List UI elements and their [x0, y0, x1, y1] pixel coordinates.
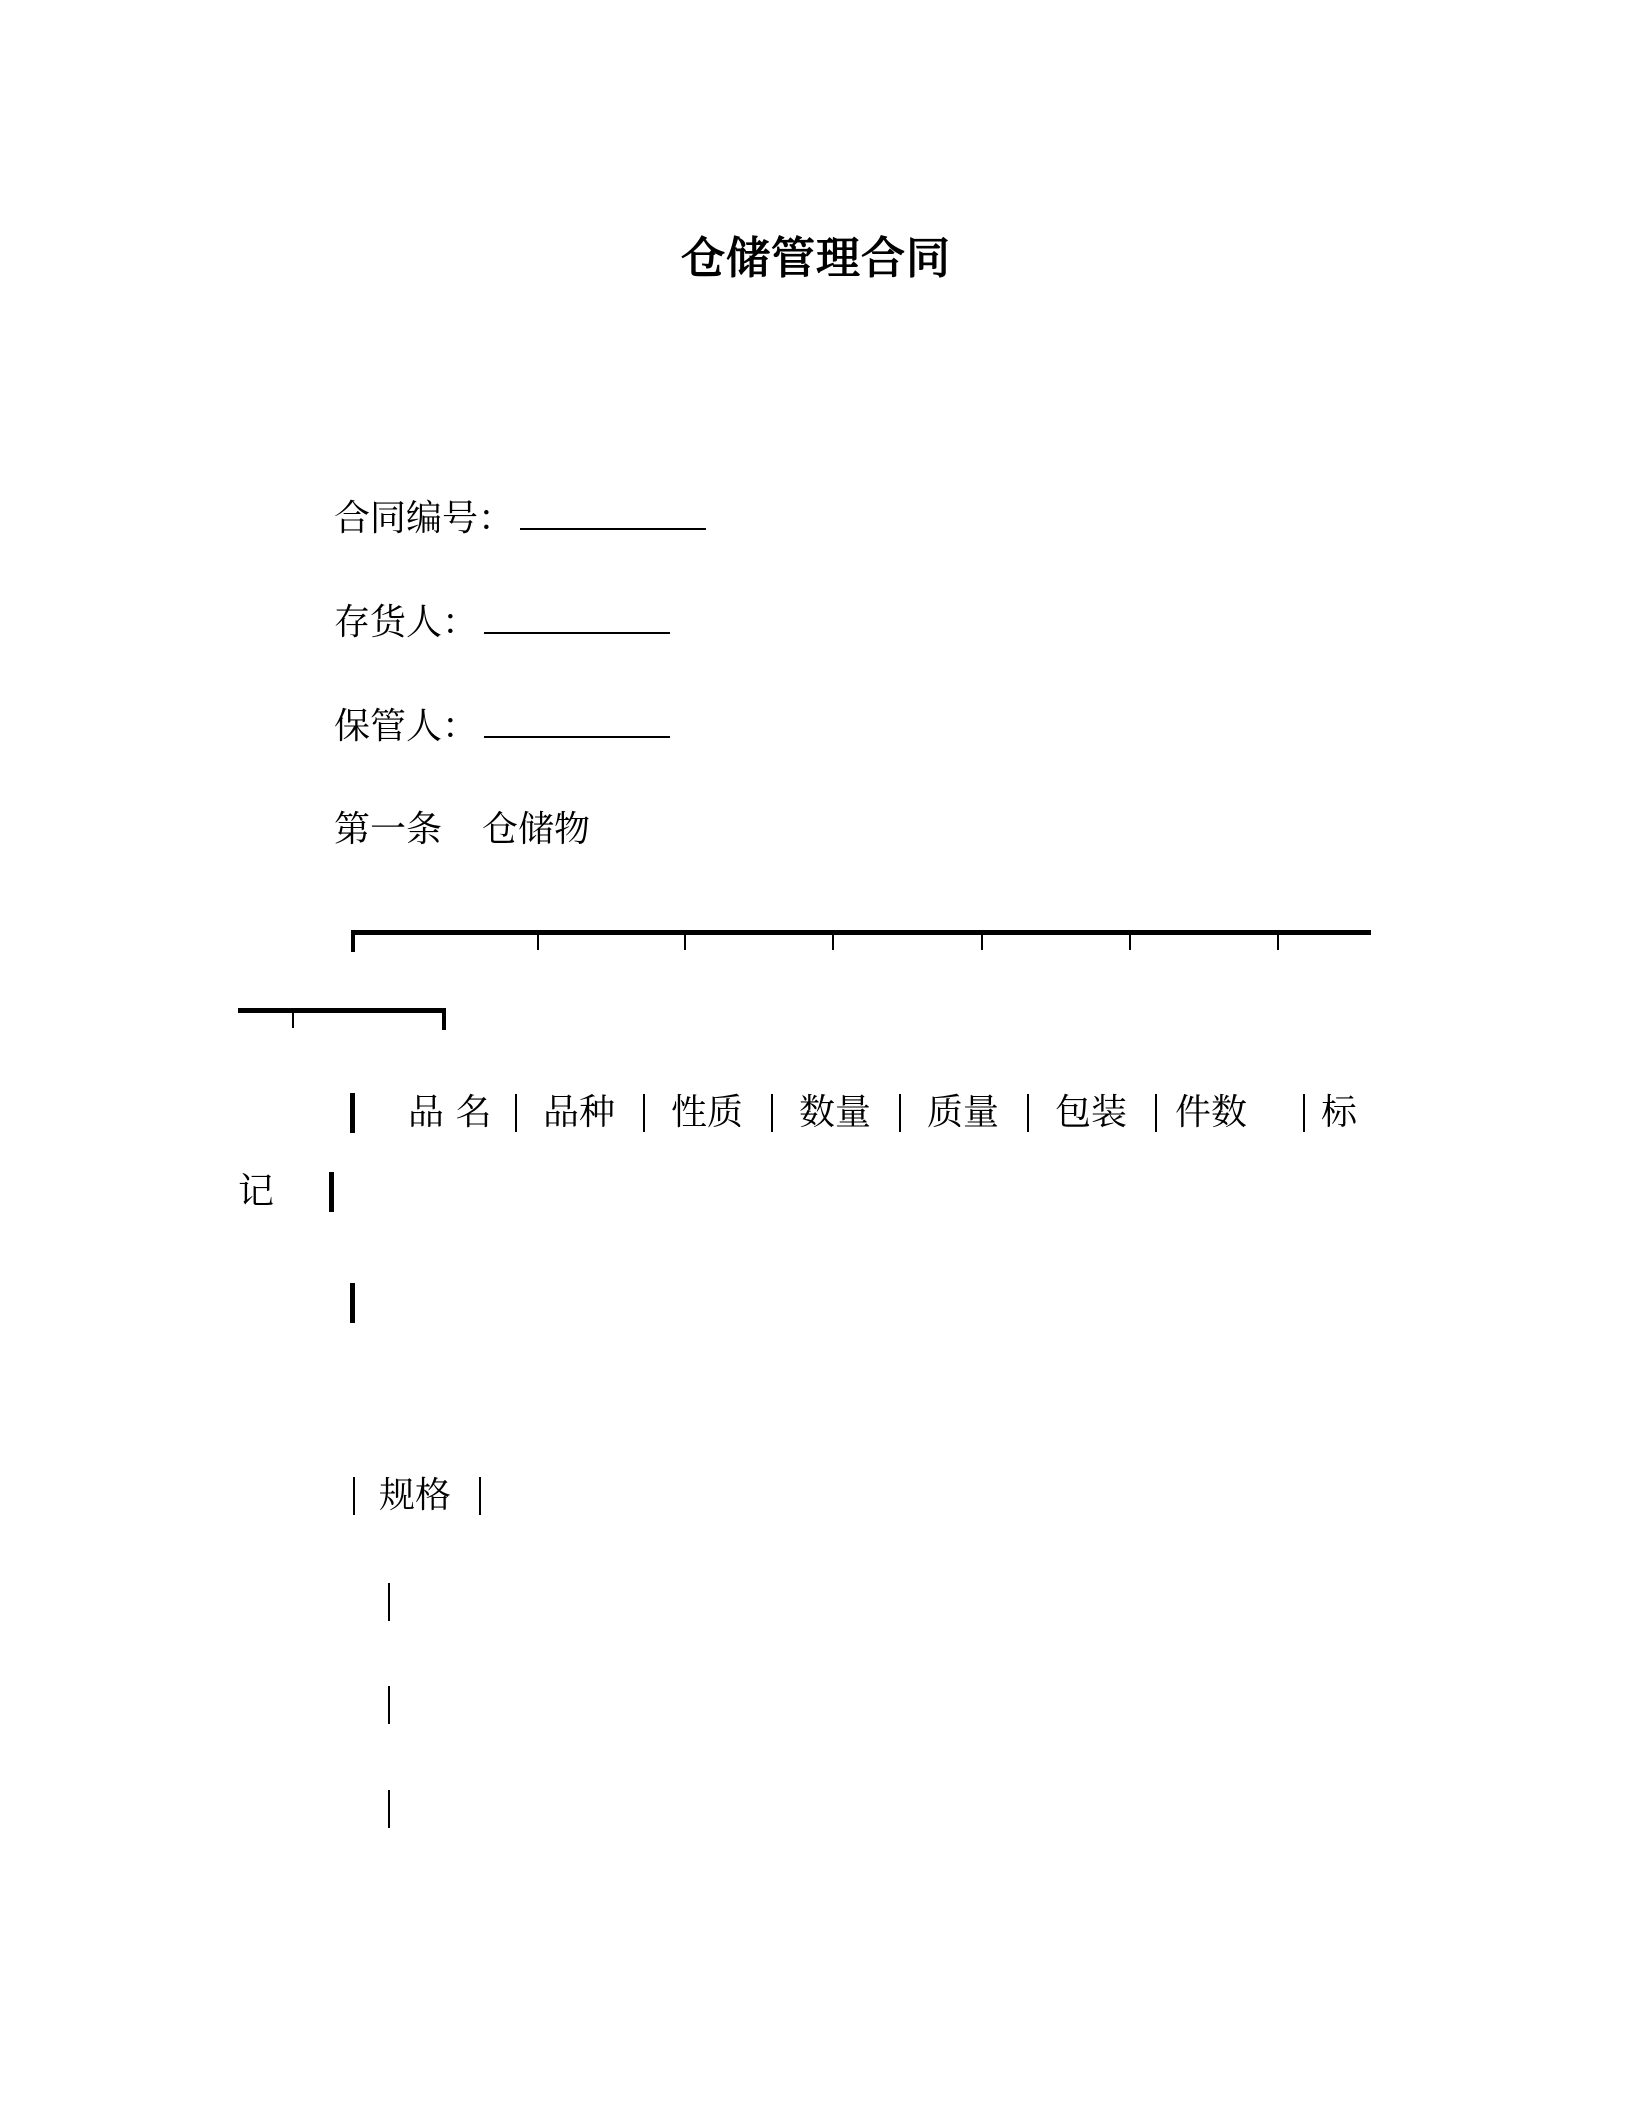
table-left-border — [350, 1093, 355, 1133]
contract-number-blank[interactable] — [520, 498, 706, 530]
column-divider — [771, 1094, 773, 1132]
article-heading — [334, 808, 590, 852]
depositor-label: 存货人： — [334, 602, 479, 643]
table-row-border — [329, 1172, 334, 1212]
header-cell-mark-part1: 标 — [1321, 1092, 1358, 1133]
column-divider — [1303, 1094, 1305, 1132]
table-row-divider — [388, 1686, 390, 1724]
header-cell-mark-part2: 记 — [238, 1171, 275, 1212]
table-second-tick — [292, 1008, 294, 1028]
spec-label: 规格 — [379, 1475, 452, 1516]
table-second-rule — [238, 1008, 446, 1013]
table-second-tick — [442, 1008, 446, 1030]
custodian-label: 保管人： — [334, 706, 479, 747]
column-divider — [515, 1094, 517, 1132]
table-top-tick — [1129, 930, 1131, 950]
header-cell-name: 品 名 — [408, 1092, 492, 1133]
table-left-border — [350, 1283, 355, 1323]
depositor-blank[interactable] — [484, 602, 670, 634]
contract-number-label: 合同编号： — [334, 498, 515, 539]
article-title: 仓储物 — [482, 809, 591, 850]
article-number: 第一条 — [334, 809, 443, 850]
column-divider — [1155, 1094, 1157, 1132]
table-top-tick — [351, 930, 355, 952]
table-top-tick — [832, 930, 834, 950]
header-cell-nature: 性质 — [671, 1092, 744, 1133]
column-divider — [1027, 1094, 1029, 1132]
column-divider — [353, 1477, 355, 1515]
table-top-rule — [351, 930, 1371, 935]
header-cell-quantity: 数量 — [799, 1092, 872, 1133]
custodian-blank[interactable] — [484, 706, 670, 738]
depositor-field — [334, 601, 670, 645]
page-title: 仓储管理合同 — [681, 233, 951, 284]
table-row-divider — [388, 1583, 390, 1621]
table-top-tick — [537, 930, 539, 950]
table-top-tick — [981, 930, 983, 950]
header-cell-packaging: 包装 — [1055, 1092, 1128, 1133]
column-divider — [899, 1094, 901, 1132]
custodian-field — [334, 705, 670, 749]
header-cell-variety: 品种 — [543, 1092, 616, 1133]
column-divider — [479, 1477, 481, 1515]
column-divider — [643, 1094, 645, 1132]
header-cell-quality: 质量 — [927, 1092, 1000, 1133]
table-row-divider — [388, 1790, 390, 1828]
table-top-tick — [684, 930, 686, 950]
contract-number-field — [334, 497, 706, 541]
header-cell-pieces: 件数 — [1175, 1092, 1248, 1133]
table-top-tick — [1277, 930, 1279, 950]
